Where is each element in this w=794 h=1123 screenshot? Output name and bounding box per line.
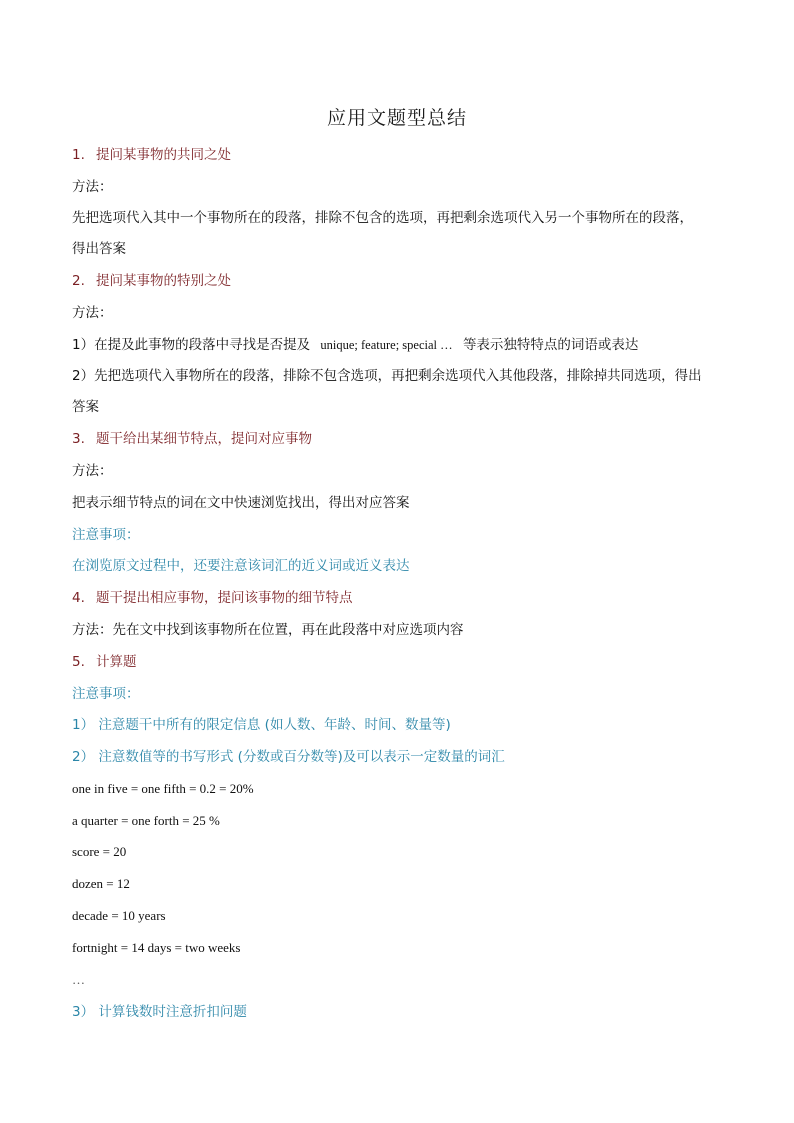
section-2-item-2-line-1: 2）先把选项代入事物所在的段落，排除不包含选项，再把剩余选项代入其他段落，排除掉共同选项，得出 xyxy=(72,368,702,384)
section-5-note-1: 1） 注意题干中所有的限定信息 (如人数、年龄、时间、数量等) xyxy=(72,717,451,733)
section-5-note-3: 3） 计算钱数时注意折扣问题 xyxy=(72,1004,247,1020)
example-ellipsis: … xyxy=(72,972,85,987)
section-3-note-body: 在浏览原文过程中，还要注意该词汇的近义词或近义表达 xyxy=(72,558,410,574)
section-5-heading-text: 计算题 xyxy=(96,654,137,670)
section-1-method-label: 方法： xyxy=(72,179,113,195)
section-4-number: 4. xyxy=(72,590,85,606)
section-2-heading-text: 提问某事物的特别之处 xyxy=(96,273,231,289)
section-2-method-label: 方法： xyxy=(72,305,113,321)
section-3-number: 3. xyxy=(72,431,85,447)
section-3-method-label: 方法： xyxy=(72,463,113,479)
example-line: one in five = one fifth = 0.2 = 20% xyxy=(72,781,254,796)
section-2-item-2-line-2: 答案 xyxy=(72,399,99,415)
example-line: a quarter = one forth = 25 % xyxy=(72,813,220,828)
section-1-body-line-2: 得出答案 xyxy=(72,241,126,257)
section-2-number: 2. xyxy=(72,273,85,289)
section-5-number: 5. xyxy=(72,654,85,670)
section-2-item-1-prefix: 1）在提及此事物的段落中寻找是否提及 xyxy=(72,337,311,353)
section-3-heading xyxy=(72,429,312,449)
section-1-body-line-1: 先把选项代入其中一个事物所在的段落，排除不包含的选项，再把剩余选项代入另一个事物所在的段落， xyxy=(72,210,693,226)
section-3-body: 把表示细节特点的词在文中快速浏览找出，得出对应答案 xyxy=(72,495,410,511)
section-5-heading xyxy=(72,652,137,672)
section-2-item-1-terms: unique; feature; special … xyxy=(320,338,453,352)
page-title: 应用文题型总结 xyxy=(326,107,467,129)
section-1-heading xyxy=(72,145,231,165)
section-2-heading xyxy=(72,271,231,291)
section-5-note-label: 注意事项： xyxy=(72,686,140,702)
section-4-method-line: 方法：先在文中找到该事物所在位置，再在此段落中对应选项内容 xyxy=(72,622,464,638)
section-4-heading-text: 题干提出相应事物，提问该事物的细节特点 xyxy=(96,590,353,606)
section-4-heading xyxy=(72,588,353,608)
example-line: decade = 10 years xyxy=(72,908,166,923)
section-2-item-1-suffix: 等表示独特特点的词语或表达 xyxy=(462,337,639,353)
section-1-number: 1. xyxy=(72,147,85,163)
section-3-note-label: 注意事项： xyxy=(72,527,140,543)
example-line: score = 20 xyxy=(72,844,127,859)
example-line: dozen = 12 xyxy=(72,876,130,891)
section-1-heading-text: 提问某事物的共同之处 xyxy=(96,147,231,163)
example-line: fortnight = 14 days = two weeks xyxy=(72,940,241,955)
section-3-heading-text: 题干给出某细节特点，提问对应事物 xyxy=(96,431,312,447)
section-5-note-2: 2） 注意数值等的书写形式 (分数或百分数等)及可以表示一定数量的词汇 xyxy=(72,749,505,765)
section-2-item-1 xyxy=(72,335,638,355)
